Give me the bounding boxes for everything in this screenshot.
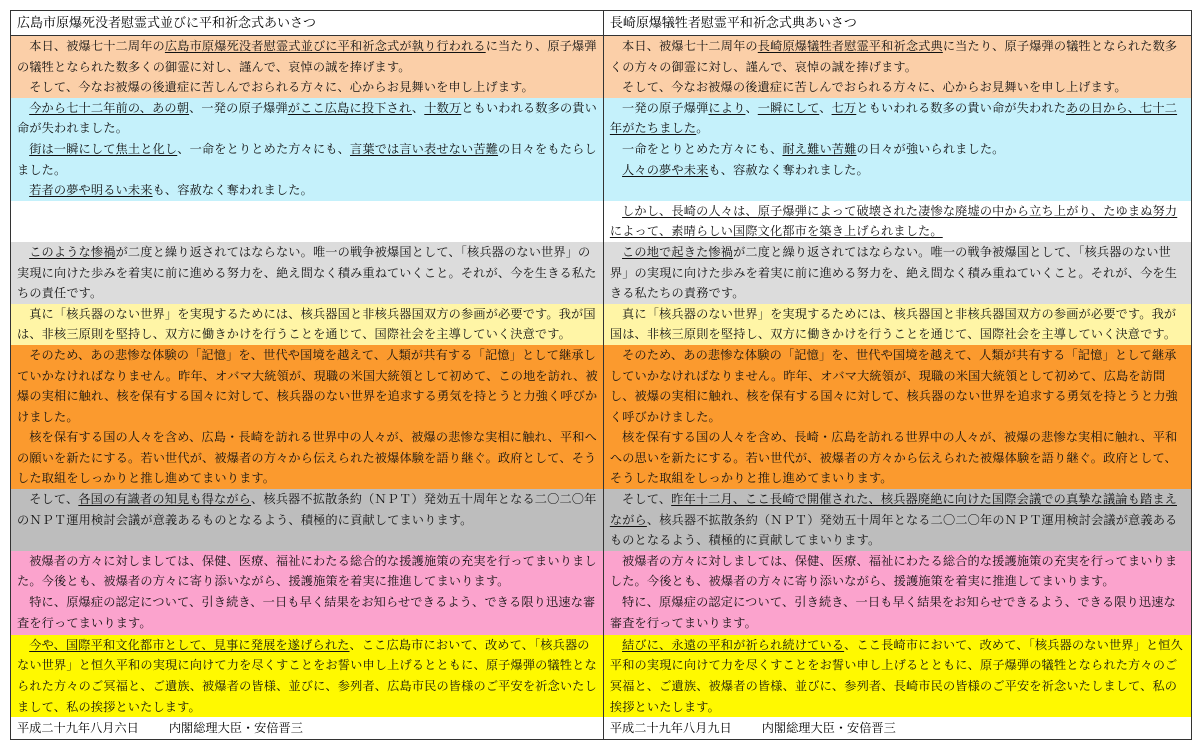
underlined-phrase: 七万 xyxy=(831,100,857,115)
text-run: 、 xyxy=(819,100,832,115)
underlined-phrase: 結びに、永遠の平和が祈られ続けている xyxy=(622,637,845,652)
text-run: 、ここ長崎市において、改めて、「核兵器のない世界」と恒久平和の実現に向けて力を尽くすことをお誓い申し上げるとともに、原子爆弾の犠牲となられた方々のご冥福と、ご遺族、被爆者の皆様、並びに、参列者、長崎市民の皆様のご平安を祈念いたしまして、私の挨拶といたします。 xyxy=(609,637,1183,714)
text-run: 核を保有する国の人々を含め、広島・長崎を訪れる世界中の人々が、被爆の悲惨な実相に触れ、平和への願いを新たにする。若い世代が、被爆者の方々から伝えられた被爆体験を語り継ぐ。政府として、そうした取組をしっかりと推し進めてまいります。 xyxy=(17,430,597,486)
text-run: そして、今なお被爆の後遺症に苦しんでおられる方々に、心からお見舞いを申し上げます。 xyxy=(29,80,534,95)
paragraph-row xyxy=(11,551,1192,635)
underlined-phrase: 一瞬にして xyxy=(757,100,820,115)
text-run: も、容赦なく奪われました。 xyxy=(152,183,313,198)
underlined-phrase: により xyxy=(708,100,746,115)
right-paragraph-cell xyxy=(603,551,1191,635)
text-run: 核を保有する国の人々を含め、長崎・広島を訪れる世界中の人々が、被爆の悲惨な実相に触れ、平和への思いを新たにする。若い世代が、被爆者の方々から伝えられた被爆体験を語り継ぐ。政府として、そうした取組をしっかりと推し進めてまいります。 xyxy=(609,430,1178,486)
right-paragraph xyxy=(610,345,1187,427)
right-paragraph-cell xyxy=(603,201,1191,242)
left-paragraph xyxy=(17,427,599,489)
text-run: そして、今なお被爆の後遺症に苦しんでおられる方々に、心からお見舞いを申し上げます。 xyxy=(622,80,1127,95)
text-run: に当たり、原子爆弾の犠牲となられた数多くの御霊に対し、謹んで、哀悼の誠を捧げます。 xyxy=(17,39,597,74)
left-paragraph xyxy=(17,77,599,98)
paragraph-row xyxy=(11,635,1192,717)
paragraph-row xyxy=(11,36,1192,98)
paragraph-row xyxy=(11,201,1192,242)
text-run: 被爆者の方々に対しましては、保健、医療、福祉にわたる総合的な援護施策の充実を行ってまいりました。今後とも、被爆者の方々に寄り添いながら、援護施策を着実に推進してまいります。 xyxy=(609,553,1178,589)
left-paragraph xyxy=(17,242,599,304)
text-run: 、ここ広島市において、改めて、「核兵器のない世界」と恒久平和の実現に向けて力を尽くすことをお誓い申し上げるとともに、原子爆弾の犠牲となられた方々のご冥福と、ご遺族、被爆者の皆様、並びに、参列者、広島市民の皆様のご平安を祈念いたしまして、私の挨拶といたします。 xyxy=(17,637,597,714)
text-run: 、一発の原子爆弾 xyxy=(189,100,288,115)
right-paragraph xyxy=(610,201,1187,242)
text-run: 。 xyxy=(696,121,709,136)
left-paragraph xyxy=(17,635,599,717)
right-paragraph xyxy=(610,427,1187,489)
right-paragraph-cell xyxy=(603,304,1191,345)
underlined-phrase: あの日から、七十二年がたちました xyxy=(609,100,1178,136)
paragraph-row xyxy=(11,345,1192,489)
text-run: 、核兵器不拡散条約（ＮＰＴ）発効五十周年となる二〇二〇年のＮＰＴ運用検討会議が意義あるものとなるよう、積極的に貢献してまいります。 xyxy=(17,492,597,527)
underlined-phrase: しかし、長崎の人々は、原子爆弾によって破壊された凄惨な廃墟の中から立ち上がり、たゆまぬ努力によって、素晴らしい国際文化都市を築き上げられました。 xyxy=(609,203,1178,239)
text-run: 一発の原子爆弾 xyxy=(622,100,709,115)
left-paragraph-cell xyxy=(11,304,604,345)
right-paragraph-cell xyxy=(603,345,1191,489)
right-paragraph xyxy=(610,98,1187,139)
text-run: 、 xyxy=(411,100,425,115)
comparison-document xyxy=(0,10,1200,736)
underlined-phrase: 言葉では言い表せない苦難 xyxy=(349,141,499,156)
right-signature xyxy=(603,717,1191,740)
right-column-title: 長崎原爆犠牲者慰霊平和祈念式典あいさつ xyxy=(603,11,1191,36)
text-run: 、 xyxy=(745,100,758,115)
underlined-phrase: 人々の夢や未来 xyxy=(622,162,709,177)
right-signature-date: 平成二十九年八月九日 xyxy=(609,721,732,736)
text-run: ともいわれる数多の貴い命が失われた xyxy=(856,100,1067,115)
right-paragraph xyxy=(610,139,1187,160)
left-paragraph xyxy=(17,98,599,139)
underlined-phrase: 各国の有識者の知見も得ながら xyxy=(78,492,252,507)
underlined-phrase: 今や、国際平和文化都市として、見事に発展を遂げられた xyxy=(29,637,350,652)
text-run: も、容赦なく奪われました。 xyxy=(708,162,869,177)
right-paragraph xyxy=(610,36,1187,77)
underlined-phrase: 耐え難い苦難 xyxy=(782,141,857,156)
text-run: 本日、被爆七十二周年の xyxy=(29,39,165,53)
text-run: 真に「核兵器のない世界」を実現するためには、核兵器国と非核兵器国双方の参画が必要です。我が国は、非核三原則を堅持し、双方に働きかけを行うことを通じて、国際社会を主導していく決意です。 xyxy=(17,306,596,342)
left-paragraph-cell xyxy=(11,551,604,635)
paragraph-row xyxy=(11,304,1192,345)
right-paragraph xyxy=(610,304,1187,345)
text-run: そして、 xyxy=(29,492,79,507)
header-row xyxy=(11,11,1192,36)
underlined-phrase: 街は一瞬にして焦土と化し xyxy=(29,141,178,156)
left-paragraph-cell xyxy=(11,242,604,304)
underlined-phrase: 広島市原爆死没者慰霊式並びに平和祈念式が執り行われる xyxy=(164,39,486,53)
speech-comparison-table xyxy=(10,10,1192,740)
text-run: の日々が強いられました。 xyxy=(856,141,1005,156)
right-signature-name: 内閣総理大臣・安倍晋三 xyxy=(761,721,896,736)
text-run: 特に、原爆症の認定について、引き続き、一日も早く結果をお知らせできるよう、できる限り迅速な審査を行ってまいります。 xyxy=(17,595,596,630)
left-paragraph xyxy=(17,489,599,530)
left-paragraph-cell xyxy=(11,98,604,201)
text-run: に当たり、原子爆弾の犠牲となられた数多くの方々の御霊に対し、謹んで、哀悼の誠を捧げます。 xyxy=(609,39,1178,74)
text-run: が二度と繰り返されてはならない。唯一の戦争被爆国として、「核兵器のない世界」の実現に向けた歩みを着実に前に進める努力を、絶え間なく積み重ねていくこと。それが、今を生きる私たちの責任です。 xyxy=(17,244,597,301)
text-run: 、一命をとりとめた方々にも、 xyxy=(177,141,350,156)
underlined-phrase: このような惨禍 xyxy=(29,244,116,259)
left-paragraph-cell xyxy=(11,201,604,242)
right-paragraph xyxy=(610,592,1187,633)
text-run: ともいわれる数多の貴い命が失われました。 xyxy=(17,100,597,136)
left-paragraph-cell xyxy=(11,489,604,551)
right-paragraph-cell xyxy=(603,36,1191,98)
text-run: 特に、原爆症の認定について、引き続き、一日も早く結果をお知らせできるよう、できる限り迅速な審査を行ってまいります。 xyxy=(609,595,1176,630)
underlined-phrase: この地で起きた惨禍 xyxy=(622,244,734,259)
right-paragraph xyxy=(610,551,1187,592)
text-run: 真に「核兵器のない世界」を実現するためには、核兵器国と非核兵器国双方の参画が必要です。我が国は、非核三原則を堅持し、双方に働きかけを行うことを通じて、国際社会を主導していく決意です。 xyxy=(609,306,1177,342)
left-paragraph xyxy=(17,180,599,201)
text-run: そして、 xyxy=(622,492,672,507)
text-run: 被爆者の方々に対しましては、保健、医療、福祉にわたる総合的な援護施策の充実を行ってまいりました。今後とも、被爆者の方々に寄り添いながら、援護施策を着実に推進してまいります。 xyxy=(17,553,597,589)
underlined-phrase: 今から七十二年前の、あの朝 xyxy=(29,100,190,115)
right-paragraph-cell xyxy=(603,98,1191,201)
right-paragraph-cell xyxy=(603,489,1191,551)
right-paragraph-cell xyxy=(603,242,1191,304)
signature-row xyxy=(11,717,1192,740)
left-paragraph xyxy=(17,592,599,633)
left-paragraph-cell xyxy=(11,635,604,717)
underlined-phrase: がここ広島に投下され xyxy=(287,100,412,115)
text-run: 本日、被爆七十二周年の xyxy=(622,39,758,53)
underlined-phrase: 若者の夢や明るい未来 xyxy=(29,183,153,198)
left-paragraph xyxy=(17,36,599,77)
text-run: が二度と繰り返されてはならない。唯一の戦争被爆国として、「核兵器のない世界」の実現に向けた歩みを着実に前に進める努力を、絶え間なく積み重ねていくこと。それが、今を生きる私たちの責務です。 xyxy=(609,244,1178,301)
left-paragraph-cell xyxy=(11,345,604,489)
paragraph-row xyxy=(11,242,1192,304)
underlined-phrase: 長崎原爆犠牲者慰霊平和祈念式典 xyxy=(757,39,943,53)
paragraph-row xyxy=(11,489,1192,551)
text-run: そのため、あの悲惨な体験の「記憶」を、世代や国境を越えて、人類が共有する「記憶」として継承していかなければなりません。昨年、オバマ大統領が、現職の米国大統領として初めて、広島を訪問し、被爆の実相に触れ、核を保有する国々に対して、核兵器のない世界を追求する勇気を持とうと力強く呼びかけました。 xyxy=(609,347,1178,424)
left-signature-date: 平成二十九年八月六日 xyxy=(17,721,139,736)
underlined-phrase: 十数万 xyxy=(424,100,462,115)
right-paragraph xyxy=(610,77,1187,98)
right-paragraph-cell xyxy=(603,635,1191,717)
left-signature-name: 内閣総理大臣・安倍晋三 xyxy=(168,721,303,736)
text-run: 一命をとりとめた方々にも、 xyxy=(622,141,783,156)
paragraph-row xyxy=(11,98,1192,201)
left-column-title: 広島市原爆死没者慰霊式並びに平和祈念式あいさつ xyxy=(11,11,604,36)
text-run: そのため、あの悲惨な体験の「記憶」を、世代や国境を越えて、人類が共有する「記憶」として継承していかなければなりません。昨年、オバマ大統領が、現職の米国大統領として初めて、この地を訪れ、被爆の実相に触れ、核を保有する国々に対して、核兵器のない世界を追求する勇気を持とうと力強く呼びかけました。 xyxy=(17,347,598,424)
left-paragraph-cell xyxy=(11,36,604,98)
underlined-phrase: 昨年十二月、ここ長崎で開催された、核兵器廃絶に向けた国際会議での真摯な議論も踏まえながら xyxy=(609,492,1177,527)
text-run: 、核兵器不拡散条約（ＮＰＴ）発効五十周年となる二〇二〇年のＮＰＴ運用検討会議が意義あるものとなるよう、積極的に貢献してまいります。 xyxy=(609,512,1178,548)
left-paragraph xyxy=(17,139,599,180)
left-paragraph xyxy=(17,345,599,427)
right-paragraph xyxy=(610,489,1187,551)
left-paragraph xyxy=(17,551,599,592)
right-paragraph xyxy=(610,160,1187,181)
right-paragraph xyxy=(610,635,1187,717)
text-run: の日々をもたらしました。 xyxy=(17,141,597,177)
right-paragraph xyxy=(610,242,1187,304)
left-signature xyxy=(11,717,604,740)
left-paragraph xyxy=(17,304,599,345)
